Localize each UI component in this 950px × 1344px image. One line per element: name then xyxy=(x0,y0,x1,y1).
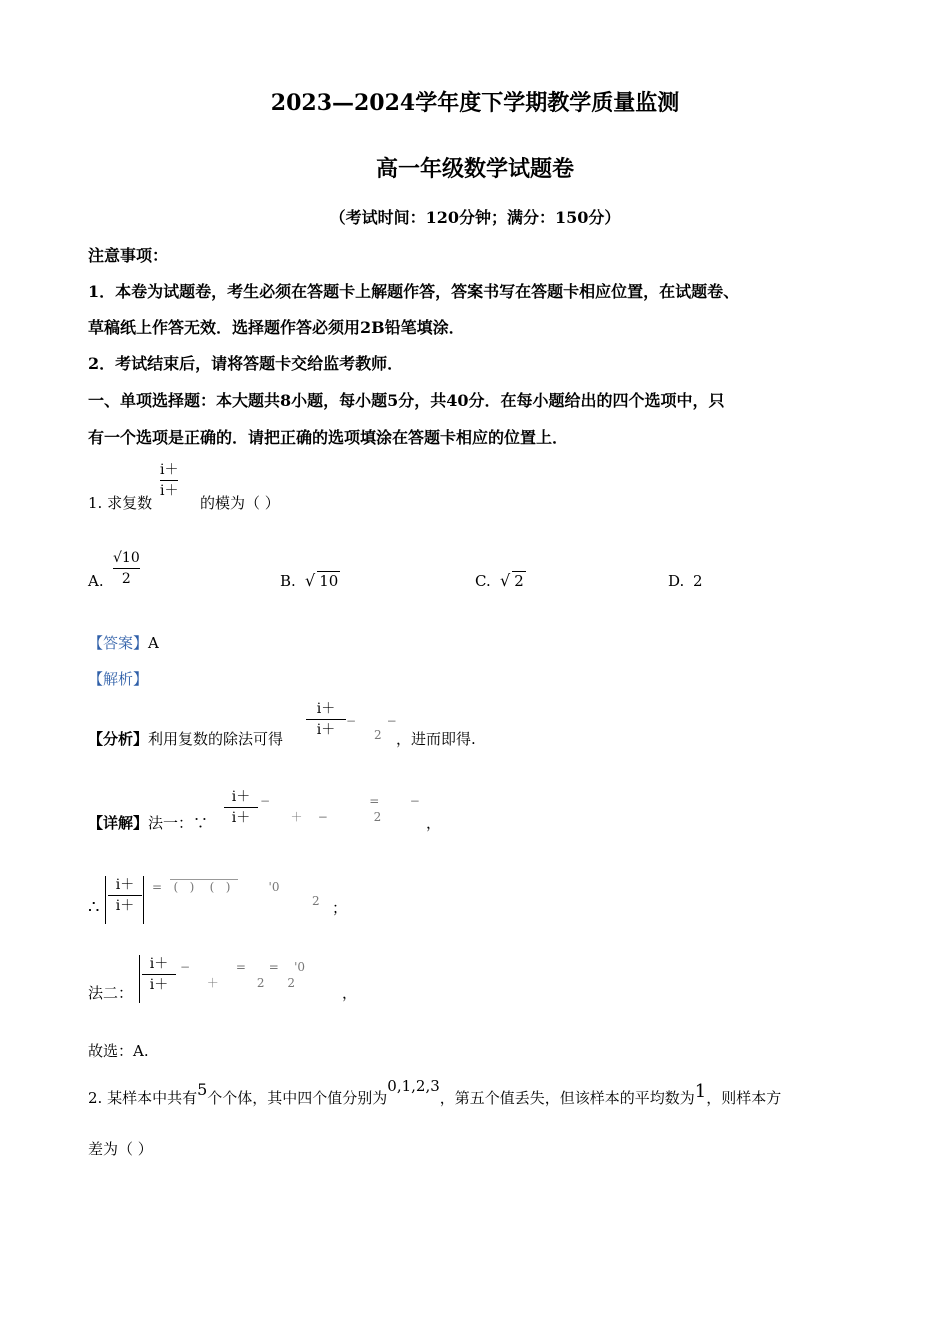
abs2-bar-left xyxy=(139,955,140,1003)
fenxi-text2: ，进而即得. xyxy=(396,730,476,748)
answer-tag: 【答案】 xyxy=(88,634,149,652)
option-d-label: D. xyxy=(668,572,685,590)
conclusion: 故选：A. xyxy=(88,1042,149,1060)
abs-bar-right xyxy=(143,876,144,924)
therefore-fraction: i＋ i＋ xyxy=(108,876,142,915)
method2-expr-fragment: − = = '0 ＋ 2 2 xyxy=(180,960,306,990)
option-c-label: C. xyxy=(475,572,491,590)
fenxi-expr-fragment: − − 2 xyxy=(346,714,397,742)
q2-mean: 1 xyxy=(694,1081,707,1102)
detail-fraction: i＋ i＋ xyxy=(224,788,258,827)
exam-info: （考试时间：120分钟；满分：150分） xyxy=(329,208,621,227)
fenxi-line xyxy=(88,728,283,749)
option-a-fraction xyxy=(113,549,140,588)
fenxi-text1: 利用复数的除法可得 xyxy=(148,730,284,748)
method2-fraction: i＋ i＋ xyxy=(142,955,176,994)
fenxi-fraction: i＋ i＋ xyxy=(306,700,346,739)
option-b-value: √ 10 xyxy=(305,571,339,590)
therefore-semicolon: ； xyxy=(332,899,348,917)
fenxi-tag: 【分析】 xyxy=(88,730,149,748)
q2-text4: ，则样本方 xyxy=(706,1089,782,1107)
therefore-symbol: ∴ xyxy=(88,897,100,918)
detail-method1: 法一：∵ xyxy=(148,814,209,832)
q2-line2: 差为（ ） xyxy=(88,1140,153,1158)
notes-heading: 注意事项： xyxy=(88,246,169,265)
option-a-num: √10 xyxy=(113,550,140,566)
q2-line1 xyxy=(88,1077,782,1108)
q2-text2: 个个体，其中四个值分别为 xyxy=(207,1089,388,1107)
q2-text3: ，第五个值丢失，但该样本的平均数为 xyxy=(439,1089,695,1107)
detail-expr-fragment: − = − ＋ − 2 xyxy=(260,794,420,824)
option-a-label: A. xyxy=(88,572,104,590)
abs-bar-left xyxy=(105,876,106,924)
option-c-value: √ 2 xyxy=(500,571,524,590)
q1-frac-den: i＋ xyxy=(160,483,179,499)
answer-line xyxy=(88,632,159,653)
option-d-value: 2 xyxy=(693,572,703,590)
method2-label: 法二： xyxy=(88,984,134,1002)
analysis-tag: 【解析】 xyxy=(88,670,149,688)
note-item1-line1: 1．本卷为试题卷，考生必须在答题卡上解题作答，答案书写在答题卡相应位置，在试题卷、 xyxy=(88,282,740,301)
detail-tag: 【详解】 xyxy=(88,814,149,832)
q1-suffix: 的模为（ ） xyxy=(200,494,280,512)
q2-n: 5 xyxy=(197,1080,208,1099)
option-a-den: 2 xyxy=(121,571,131,587)
q1-fraction xyxy=(160,461,178,500)
note-item2: 2．考试结束后，请将答题卡交给监考教师． xyxy=(88,354,404,373)
q1-prefix: 1. 求复数 xyxy=(88,494,153,512)
method2-comma: ， xyxy=(342,984,358,1002)
section1-line2: 有一个选项是正确的．请把正确的选项填涂在答题卡相应的位置上． xyxy=(88,428,569,447)
option-b-label: B. xyxy=(280,572,296,590)
q1-frac-num: i＋ xyxy=(160,462,179,478)
q2-values: 0,1,2,3 xyxy=(387,1077,440,1095)
detail-comma: ， xyxy=(426,814,442,832)
note-item1-line2: 草稿纸上作答无效．选择题作答必须用2B铅笔填涂． xyxy=(88,318,465,337)
exam-title: 2023—2024学年度下学期教学质量监测 xyxy=(270,90,680,116)
section1-line1: 一、单项选择题：本大题共8小题，每小题5分，共40分．在每小题给出的四个选项中，只 xyxy=(88,391,725,410)
therefore-expr-fragment: = ( ) ( ) '0 2 xyxy=(152,880,320,908)
detail-line xyxy=(88,812,208,833)
answer-value: A xyxy=(148,634,159,652)
q2-text1: 2. 某样本中共有 xyxy=(88,1089,198,1107)
exam-subtitle: 高一年级数学试题卷 xyxy=(375,156,574,182)
